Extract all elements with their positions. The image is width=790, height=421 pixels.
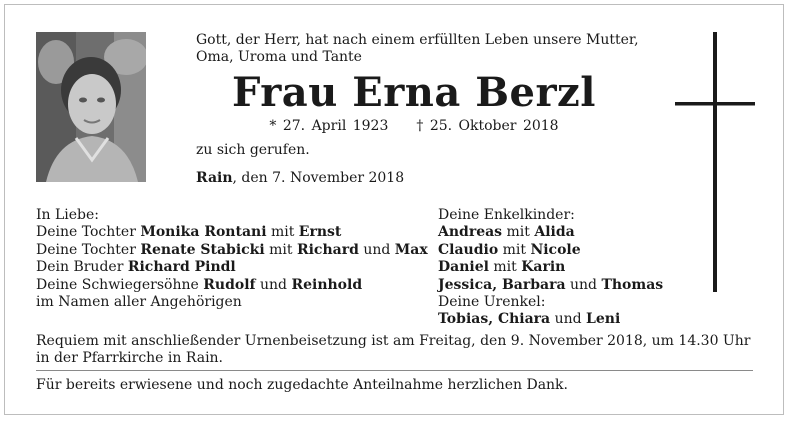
intro-line-1: Gott, der Herr, hat nach einem erfüllten Leben unsere Mutter,	[196, 32, 639, 48]
right-line-2: Claudio mit Nicole	[438, 241, 581, 258]
right-line-1: Andreas mit Alida	[438, 224, 575, 241]
portrait-photo-graphic	[36, 32, 146, 182]
left-header: In Liebe:	[36, 207, 100, 223]
intro-line-2: Oma, Uroma und Tante	[196, 49, 362, 65]
right-header: Deine Enkelkinder:	[438, 207, 575, 223]
left-line-4: Deine Schwiegersöhne Rudolf und Reinhold	[36, 276, 363, 293]
place-town: Rain	[196, 170, 233, 186]
intro-text	[196, 32, 646, 66]
right-line-6: Tobias, Chiara und Leni	[438, 311, 621, 328]
deceased-name: Frau Erna Berzl	[232, 69, 596, 116]
right-line-5: Deine Urenkel:	[438, 294, 546, 311]
thanks-text: Für bereits erwiesene und noch zugedachte Anteilnahme herzlichen Dank.	[36, 377, 568, 393]
left-line-1: Deine Tochter Monika Rontani mit Ernst	[36, 224, 342, 241]
right-line-3: Daniel mit Karin	[438, 259, 566, 276]
portrait-photo	[36, 32, 146, 182]
death-date: † 25. Oktober 2018	[416, 118, 559, 134]
left-line-2: Deine Tochter Renate Stabicki mit Richard und Max	[36, 241, 428, 258]
life-dates	[196, 118, 632, 135]
place-date	[196, 170, 404, 187]
left-line-3: Dein Bruder Richard Pindl	[36, 259, 236, 276]
requiem-text: Requiem mit anschließender Urnenbeisetzung ist am Freitag, den 9. November 2018, um 14.30 Uhr in der Pfarrkirche in Rain.	[36, 333, 751, 366]
called-text: zu sich gerufen.	[196, 142, 310, 158]
birth-date: * 27. April 1923	[269, 118, 389, 134]
mourners-right-column	[438, 207, 758, 329]
place-date-text: , den 7. November 2018	[232, 170, 405, 186]
left-line-5: im Namen aller Angehörigen	[36, 294, 242, 311]
right-line-4: Jessica, Barbara und Thomas	[438, 276, 664, 293]
divider-rule	[36, 370, 753, 371]
mourners-left-column	[36, 207, 426, 311]
